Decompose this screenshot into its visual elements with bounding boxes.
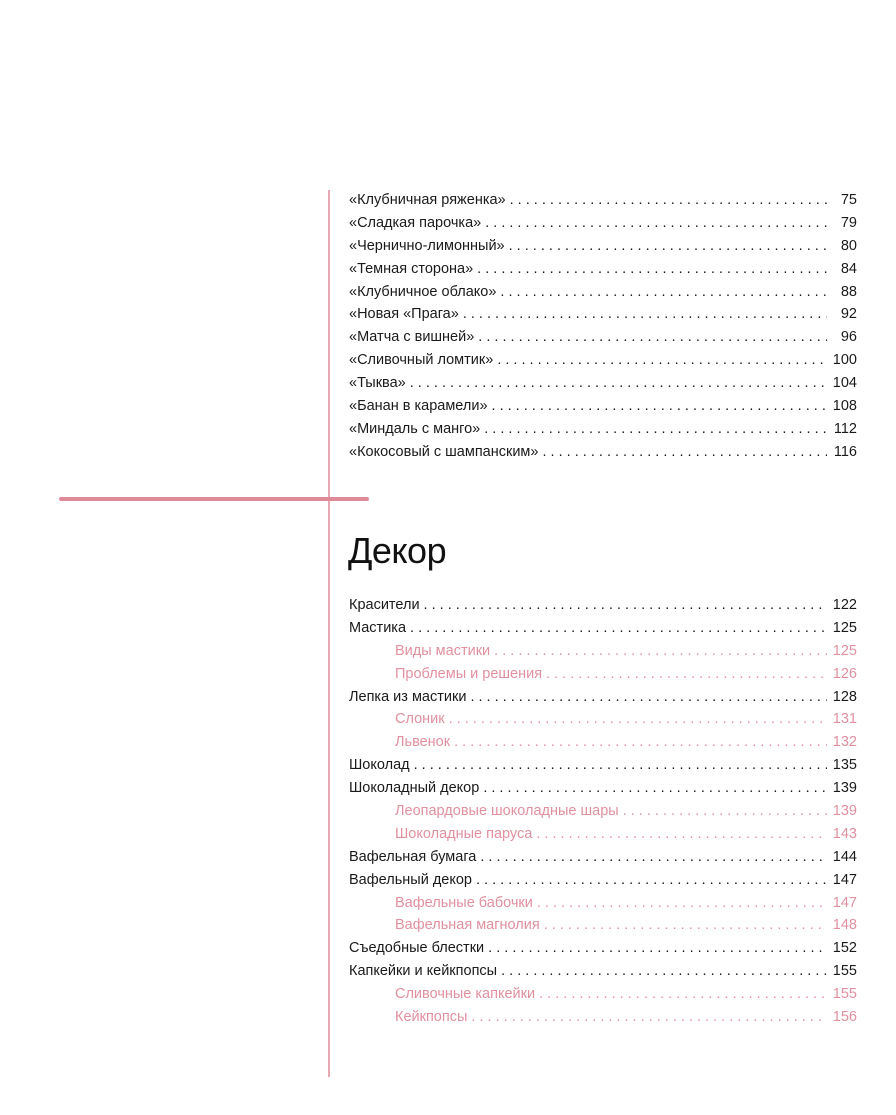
toc-subentry[interactable] <box>349 800 857 823</box>
toc-entry-page-number: 156 <box>832 1009 857 1026</box>
toc-entry-page-number: 88 <box>840 283 857 300</box>
toc-entry-page-number: 139 <box>832 803 857 820</box>
toc-entry-page-number: 144 <box>832 848 857 865</box>
dot-leader <box>537 892 827 915</box>
toc-entry-page-number: 96 <box>840 329 857 346</box>
dot-leader <box>497 349 827 372</box>
dot-leader <box>463 303 827 326</box>
toc-subentry[interactable] <box>349 983 857 1006</box>
toc-entry-title: Проблемы и решения <box>395 665 543 682</box>
toc-entry-title: «Клубничная ряженка» <box>349 192 506 208</box>
dot-leader <box>477 258 827 281</box>
toc-entry-title: «Миндаль с манго» <box>349 420 481 437</box>
dot-leader <box>470 686 827 709</box>
dot-leader <box>500 281 827 304</box>
dot-leader <box>410 372 827 395</box>
dot-leader <box>501 960 827 983</box>
toc-entry-title: «Сладкая парочка» <box>349 214 482 231</box>
toc-entry-page-number: 92 <box>840 306 857 323</box>
toc-entry-title: Львенок <box>395 734 451 751</box>
dot-leader <box>536 823 827 846</box>
dot-leader <box>510 189 827 212</box>
toc-entry-page-number: 147 <box>832 894 857 911</box>
dot-leader <box>492 395 827 418</box>
dot-leader <box>623 800 827 823</box>
toc-entry-page-number: 84 <box>840 260 857 277</box>
dot-leader <box>546 663 827 686</box>
toc-entry[interactable] <box>349 937 857 960</box>
toc-entry[interactable] <box>349 258 857 281</box>
toc-entry[interactable] <box>349 418 857 441</box>
toc-entry-page-number: 155 <box>832 963 857 980</box>
dot-leader <box>484 418 827 441</box>
toc-entry[interactable] <box>349 777 857 800</box>
toc-entry-page-number: 147 <box>832 871 857 888</box>
toc-entry-title: Капкейки и кейкпопсы <box>349 963 498 980</box>
toc-entry-page-number: 148 <box>832 917 857 934</box>
toc-entry-title: «Новая «Прага» <box>349 306 459 323</box>
toc-entry-title: Сливочные капкейки <box>395 986 536 1003</box>
toc-entry[interactable] <box>349 869 857 892</box>
dot-leader <box>424 594 827 617</box>
toc-entry[interactable] <box>349 189 857 212</box>
toc-entry-title: «Клубничное облако» <box>349 283 497 300</box>
toc-entry-title: Вафельная бумага <box>349 848 477 865</box>
toc-subentry[interactable] <box>349 663 857 686</box>
toc-entry-page-number: 125 <box>832 642 857 659</box>
dot-leader <box>542 441 827 464</box>
dot-leader <box>483 777 827 800</box>
toc-entry-page-number: 108 <box>832 398 857 415</box>
toc-entry-title: «Матча с вишней» <box>349 329 475 346</box>
toc-entry-page-number: 139 <box>832 780 857 797</box>
toc-entry-title: «Кокосовый с шампанским» <box>349 443 539 460</box>
toc-entry-title: Шоколадный декор <box>349 780 480 797</box>
vertical-divider-line <box>328 190 330 1077</box>
toc-entry-title: Вафельный декор <box>349 871 472 888</box>
dot-leader <box>471 1006 827 1029</box>
toc-entry-page-number: 135 <box>832 757 857 774</box>
toc-entry[interactable] <box>349 395 857 418</box>
dot-leader <box>539 983 827 1006</box>
toc-entry[interactable] <box>349 960 857 983</box>
toc-entry-page-number: 128 <box>832 688 857 705</box>
dot-leader <box>414 754 827 777</box>
toc-entry-page-number: 112 <box>833 420 857 437</box>
dot-leader <box>494 640 827 663</box>
toc-entry-title: Кейкпопсы <box>395 1009 468 1026</box>
toc-entry-page-number: 131 <box>832 711 857 728</box>
toc-entry-title: «Сливочный ломтик» <box>349 352 494 369</box>
dot-leader <box>480 846 827 869</box>
toc-entry-title: Шоколад <box>349 757 410 774</box>
toc-entry[interactable] <box>349 349 857 372</box>
toc-entry[interactable] <box>349 846 857 869</box>
toc-entry-page-number: 100 <box>832 352 857 369</box>
toc-entry-title: Мастика <box>349 619 407 636</box>
toc-entry-title: Виды мастики <box>395 642 491 659</box>
toc-entry-page-number: 126 <box>832 665 857 682</box>
toc-entry[interactable] <box>349 303 857 326</box>
toc-entry-title: Вафельные бабочки <box>395 894 533 911</box>
toc-entry[interactable] <box>349 326 857 349</box>
toc-entry-page-number: 79 <box>840 214 857 231</box>
toc-list-recipes <box>349 189 857 464</box>
toc-entry-page-number: 132 <box>832 734 857 751</box>
toc-entry[interactable] <box>349 594 857 617</box>
toc-entry[interactable] <box>349 212 857 235</box>
dot-leader <box>410 617 827 640</box>
toc-entry[interactable] <box>349 372 857 395</box>
toc-subentry[interactable] <box>349 914 857 937</box>
toc-entry[interactable] <box>349 617 857 640</box>
toc-entry-page-number: 122 <box>832 597 857 613</box>
toc-entry-title: Слоник <box>395 711 445 728</box>
toc-entry-title: «Чернично-лимонный» <box>349 237 505 254</box>
toc-entry-page-number: 75 <box>840 192 857 208</box>
toc-entry-title: Съедобные блестки <box>349 940 485 957</box>
dot-leader <box>488 937 827 960</box>
toc-list-decor <box>349 594 857 1029</box>
dot-leader <box>485 212 827 235</box>
toc-entry[interactable] <box>349 754 857 777</box>
toc-entry-page-number: 116 <box>833 443 857 460</box>
toc-entry[interactable] <box>349 686 857 709</box>
toc-entry-title: «Тыква» <box>349 375 406 392</box>
toc-entry[interactable] <box>349 235 857 258</box>
toc-subentry[interactable] <box>349 823 857 846</box>
toc-entry-title: «Банан в карамели» <box>349 398 488 415</box>
dot-leader <box>454 731 827 754</box>
toc-entry[interactable] <box>349 281 857 304</box>
toc-entry-page-number: 104 <box>832 375 857 392</box>
toc-entry-page-number: 155 <box>832 986 857 1003</box>
toc-entry-title: Вафельная магнолия <box>395 917 540 934</box>
section-heading: Декор <box>348 530 447 571</box>
dot-leader <box>509 235 827 258</box>
toc-subentry[interactable] <box>349 1006 857 1029</box>
toc-entry-page-number: 125 <box>832 619 857 636</box>
toc-entry-title: Лепка из мастики <box>349 688 467 705</box>
toc-entry-title: Леопардовые шоколадные шары <box>395 803 619 820</box>
toc-subentry[interactable] <box>349 892 857 915</box>
toc-entry-title: «Темная сторона» <box>349 260 474 277</box>
dot-leader <box>476 869 827 892</box>
toc-subentry[interactable] <box>349 708 857 731</box>
toc-entry[interactable] <box>349 441 857 464</box>
toc-entry-title: Шоколадные паруса <box>395 825 533 842</box>
toc-subentry[interactable] <box>349 731 857 754</box>
toc-entry-page-number: 143 <box>832 825 857 842</box>
toc-entry-page-number: 80 <box>840 237 857 254</box>
dot-leader <box>478 326 827 349</box>
toc-subentry[interactable] <box>349 640 857 663</box>
toc-entry-title: Красители <box>349 597 420 613</box>
section-accent-bar <box>59 497 369 501</box>
toc-entry-page-number: 152 <box>832 940 857 957</box>
dot-leader <box>544 914 827 937</box>
dot-leader <box>449 708 827 731</box>
